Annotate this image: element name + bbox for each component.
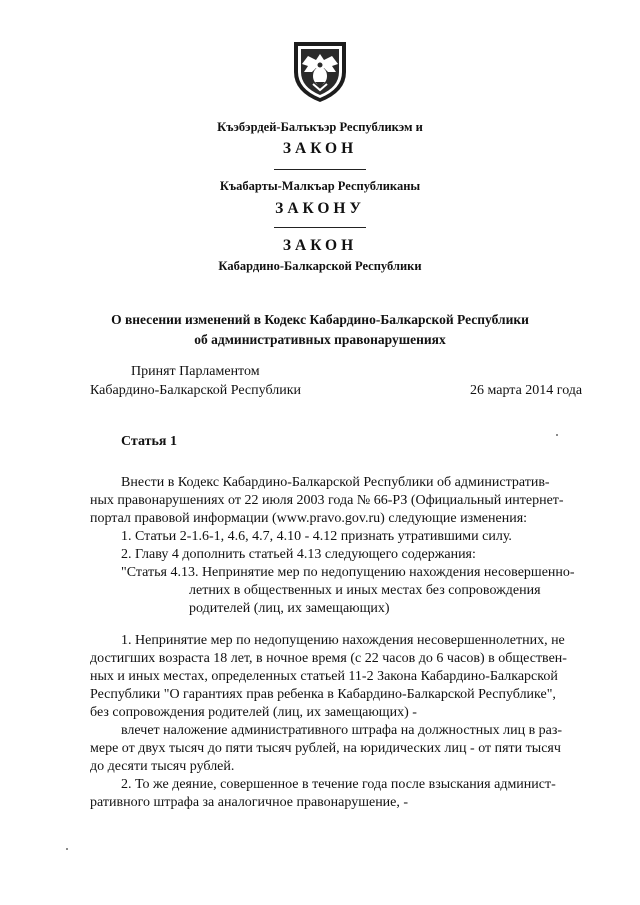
part-1-line: без сопровождения родителей (лиц, их замещающих) - bbox=[90, 705, 417, 720]
divider bbox=[274, 227, 366, 228]
scan-speck bbox=[556, 434, 558, 436]
krc-republic-heading: Къабарты-Малкъар Республиканы bbox=[219, 179, 421, 193]
ru-law-heading: ЗАКОН bbox=[282, 237, 358, 254]
intro-line: портал правовой информации (www.pravo.gov.ru) следующие изменения: bbox=[90, 511, 528, 526]
sanction-line: мере от двух тысяч до пяти тысяч рублей, на юридических лиц - от пяти тысяч bbox=[90, 741, 561, 756]
part-2-line: ративного штрафа за аналогичное правонарушение, - bbox=[90, 795, 409, 810]
sanction-line: до десяти тысяч рублей. bbox=[90, 759, 235, 774]
part-2-line: 2. То же деяние, совершенное в течение года после взыскания админист- bbox=[121, 777, 556, 792]
part-1-line: Республики "О гарантиях прав ребенка в Кабардино-Балкарской Республике", bbox=[90, 687, 556, 702]
kbd-law-heading: ЗАКОН bbox=[282, 140, 358, 157]
adoption-date: 26 марта 2014 года bbox=[470, 383, 583, 398]
new-article-title: родителей (лиц, их замещающих) bbox=[189, 601, 390, 616]
item-2: 2. Главу 4 дополнить статьей 4.13 следующего содержания: bbox=[121, 547, 476, 562]
part-1-line: ных и иных местах, определенных статьей 11-2 Закона Кабардино-Балкарской bbox=[90, 669, 558, 684]
coat-of-arms-icon bbox=[288, 38, 352, 104]
ru-republic-heading: Кабардино-Балкарской Республики bbox=[218, 259, 422, 273]
part-1-line: достигших возраста 18 лет, в ночное время (с 22 часов до 6 часов) в обществен- bbox=[90, 651, 567, 666]
krc-law-heading: ЗАКОНУ bbox=[275, 200, 365, 217]
sanction-line: влечет наложение административного штрафа на должностных лиц в раз- bbox=[121, 723, 563, 738]
intro-line: ных правонарушениях от 22 июля 2003 года № 66-РЗ (Официальный интернет- bbox=[90, 493, 564, 508]
divider bbox=[274, 169, 366, 170]
kbd-republic-heading: Къэбэрдей-Балъкъэр Республикэм и bbox=[217, 120, 423, 134]
adopted-by: Принят Парламентом bbox=[131, 364, 260, 379]
new-article-title: летних в общественных и иных местах без сопровождения bbox=[189, 583, 541, 598]
law-title-line1: О внесении изменений в Кодекс Кабардино-Балкарской Республики bbox=[111, 312, 529, 327]
intro-line: Внести в Кодекс Кабардино-Балкарской Республики об административ- bbox=[121, 475, 550, 490]
law-title-line2: об административных правонарушениях bbox=[194, 332, 446, 347]
article-heading: Статья 1 bbox=[121, 434, 177, 449]
new-article-title: "Статья 4.13. Непринятие мер по недопущению нахождения несовершенно- bbox=[121, 565, 575, 580]
adopted-by-republic: Кабардино-Балкарской Республики bbox=[90, 383, 301, 398]
scan-speck bbox=[66, 848, 68, 850]
item-1: 1. Статьи 2-1.6-1, 4.6, 4.7, 4.10 - 4.12 признать утратившими силу. bbox=[121, 529, 512, 544]
part-1-line: 1. Непринятие мер по недопущению нахождения несовершеннолетних, не bbox=[121, 633, 565, 648]
